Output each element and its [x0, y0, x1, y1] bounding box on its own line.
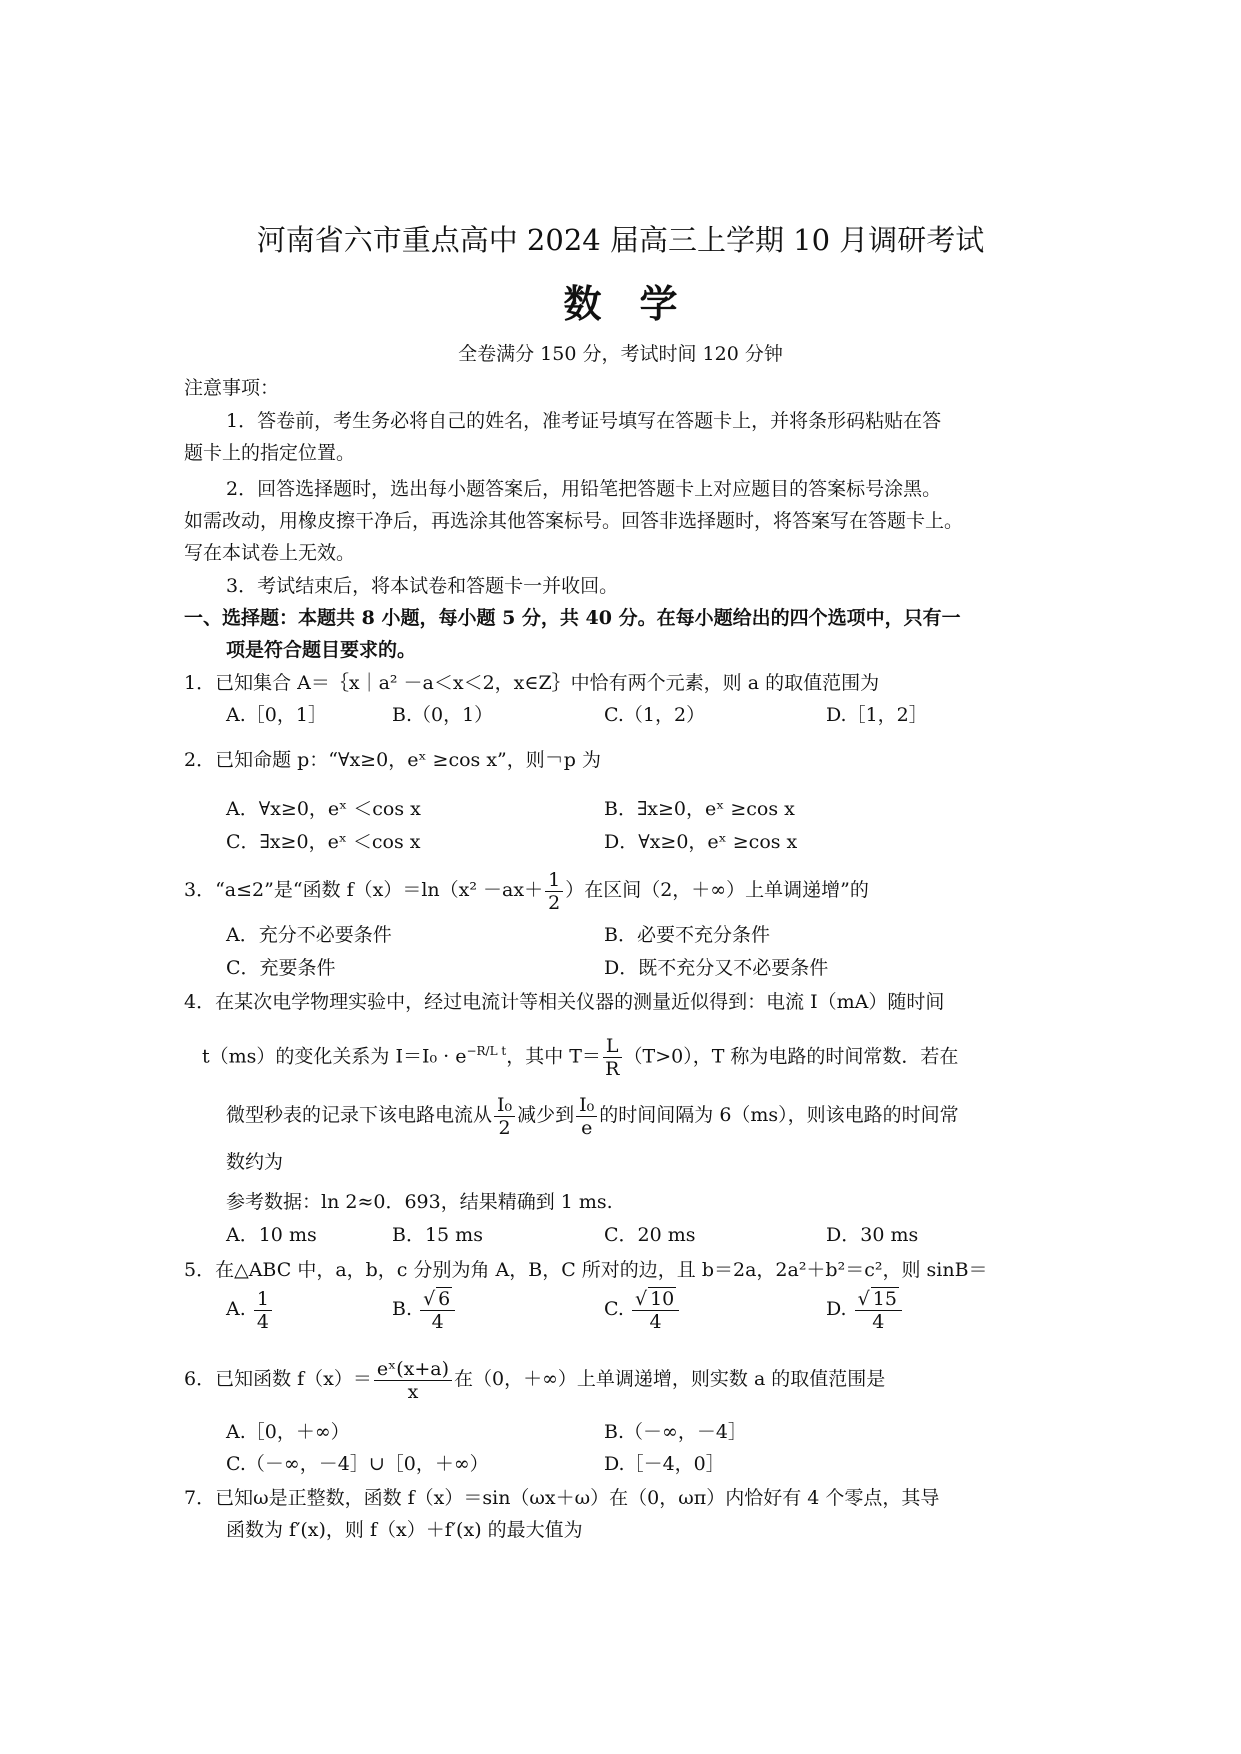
q5-b-num: 6	[438, 1288, 451, 1310]
q6-stem-post: 在（0，＋∞）上单调递增，则实数 a 的取值范围是	[453, 1368, 886, 1390]
q4-l3-frac2-num: I₀	[576, 1094, 597, 1117]
q4-l3-pre: 微型秒表的记录下该电路电流从	[226, 1104, 493, 1126]
question-7-line-2: 函数为 f′(x)，则 f（x）＋f′(x) 的最大值为	[226, 1519, 583, 1541]
question-6-stem	[184, 1354, 885, 1404]
question-1-stem: 1．已知集合 A＝｛x｜a² －a＜x＜2，x∈Z｝中恰有两个元素，则 a 的取值范围为	[184, 672, 880, 694]
q5-option-b	[392, 1284, 457, 1334]
q4-option-c: C．20 ms	[604, 1224, 696, 1246]
q3-frac-num: 1	[545, 869, 563, 892]
q5-a-num: 1	[254, 1288, 272, 1311]
q3-fraction	[545, 869, 563, 914]
q4-l3-fraction-2	[576, 1094, 597, 1139]
q6-option-a: A.［0，＋∞）	[226, 1421, 350, 1443]
q5-d-den: 4	[872, 1311, 885, 1333]
q5-b-num-wrap: √ 6	[420, 1287, 455, 1311]
q5-option-c-label: C.	[604, 1298, 624, 1320]
question-5-stem: 5．在△ABC 中，a，b，c 分别为角 A，B，C 所对的边，且 b＝2a，2a²＋b²＝c²，则 sinB＝	[184, 1259, 988, 1281]
q1-option-b: B.（0，1）	[392, 704, 494, 726]
q5-option-d-label: D.	[826, 1298, 847, 1320]
q5-option-c	[604, 1284, 681, 1334]
q4-l2-post: （T>0），T 称为电路的时间常数．若在	[623, 1045, 959, 1068]
question-2-stem: 2．已知命题 p：“∀x≥0，eˣ ≥cos x”，则￢p 为	[184, 749, 601, 771]
section-1-heading: 一、选择题：本题共 8 小题，每小题 5 分，共 40 分。在每小题给出的四个选项中，只有一	[184, 607, 961, 629]
q4-option-a: A．10 ms	[226, 1224, 317, 1246]
q4-l3-frac1-den: 2	[498, 1116, 511, 1139]
q4-l2-exponent: −R/L t	[466, 1044, 507, 1058]
q3-option-d: D．既不充分又不必要条件	[604, 957, 829, 979]
q5-a-den: 4	[256, 1310, 269, 1333]
q6-frac-den: x	[407, 1380, 419, 1403]
q4-l3-frac1-num: I₀	[494, 1094, 515, 1117]
q5-c-num: 10	[650, 1288, 675, 1310]
q1-option-d: D.［1，2］	[826, 704, 928, 726]
exam-info: 全卷满分 150 分，考试时间 120 分钟	[458, 343, 783, 365]
q5-option-a-label: A.	[226, 1298, 246, 1320]
q6-option-b: B.（－∞，－4］	[604, 1421, 747, 1443]
q2-option-d: D．∀x≥0，eˣ ≥cos x	[604, 831, 798, 853]
q1-option-a: A.［0，1］	[226, 704, 327, 726]
q4-l2-frac-den: R	[605, 1057, 620, 1080]
q3-frac-den: 2	[548, 891, 561, 914]
q4-option-d: D．30 ms	[826, 1224, 919, 1246]
q4-l2-pre: t（ms）的变化关系为 I＝I₀ · e	[202, 1045, 467, 1068]
note-2c: 写在本试卷上无效。	[184, 542, 356, 564]
q6-fraction	[374, 1358, 452, 1403]
q2-option-a: A．∀x≥0，eˣ ＜cos x	[226, 798, 421, 820]
q2-option-b: B．∃x≥0，eˣ ≥cos x	[604, 798, 795, 820]
q4-l3-post: 的时间间隔为 6（ms），则该电路的时间常	[599, 1104, 959, 1126]
q4-l2-fraction	[603, 1035, 622, 1080]
question-4-line-3	[226, 1090, 959, 1140]
q6-stem-pre: 6．已知函数 f（x）＝	[184, 1368, 372, 1390]
question-4-line-4: 数约为	[226, 1151, 284, 1173]
question-4-line-2	[202, 1026, 958, 1081]
q3-stem-pre: 3．“a≤2”是“函数 f（x）＝ln（x² －ax＋	[184, 879, 544, 901]
q3-stem-post: ）在区间（2，＋∞）上单调递增”的	[565, 879, 869, 901]
question-3-stem	[184, 866, 869, 914]
q5-option-c-fraction	[632, 1287, 679, 1333]
q3-option-c: C．充要条件	[226, 957, 336, 979]
q5-c-den: 4	[649, 1311, 662, 1333]
subject-title: 数学	[563, 281, 716, 326]
q4-l3-frac2-den: e	[581, 1116, 593, 1139]
section-1-heading-cont: 项是符合题目要求的。	[226, 639, 417, 661]
note-3: 3．考试结束后，将本试卷和答题卡一并收回。	[226, 575, 619, 597]
q5-b-den: 4	[431, 1311, 444, 1333]
q5-option-a-fraction	[254, 1288, 272, 1333]
q5-option-b-fraction	[420, 1287, 455, 1333]
notes-heading: 注意事项：	[184, 377, 280, 399]
q4-l3-fraction-1	[494, 1094, 515, 1139]
q3-option-a: A．充分不必要条件	[226, 924, 392, 946]
q5-c-num-wrap: √ 10	[632, 1287, 679, 1311]
question-4-line-1: 4．在某次电学物理实验中，经过电流计等相关仪器的测量近似得到：电流 I（mA）随时间	[184, 991, 945, 1013]
question-4-reference: 参考数据：ln 2≈0．693，结果精确到 1 ms.	[226, 1191, 613, 1213]
q6-frac-num: eˣ(x+a)	[374, 1358, 452, 1381]
q4-l2-mid: ，其中 T＝	[506, 1045, 601, 1068]
q4-l2-frac-num: L	[603, 1035, 622, 1058]
q5-d-num-wrap: √ 15	[855, 1287, 902, 1311]
exam-title: 河南省六市重点高中 2024 届高三上学期 10 月调研考试	[256, 223, 985, 257]
q6-option-c: C.（－∞，－4］∪［0，＋∞）	[226, 1453, 489, 1475]
q4-option-b: B．15 ms	[392, 1224, 483, 1246]
q4-l3-mid: 减少到	[517, 1104, 575, 1126]
q5-option-d-fraction	[855, 1287, 902, 1333]
note-2b: 如需改动，用橡皮擦干净后，再选涂其他答案标号。回答非选择题时，将答案写在答题卡上。	[184, 510, 964, 532]
q5-option-b-label: B.	[392, 1298, 413, 1320]
q2-option-c: C．∃x≥0，eˣ ＜cos x	[226, 831, 421, 853]
q5-option-a	[226, 1284, 274, 1334]
note-1a: 1．答卷前，考生务必将自己的姓名，准考证号填写在答题卡上，并将条形码粘贴在答	[226, 410, 942, 432]
question-7-line-1: 7．已知ω是正整数，函数 f（x）＝sin（ωx＋ω）在（0，ωπ）内恰好有 4 个零点，其导	[184, 1487, 940, 1509]
q5-d-num: 15	[872, 1288, 897, 1310]
note-2a: 2．回答选择题时，选出每小题答案后，用铅笔把答题卡上对应题目的答案标号涂黑。	[226, 478, 942, 500]
note-1b: 题卡上的指定位置。	[184, 442, 356, 464]
q1-option-c: C.（1，2）	[604, 704, 706, 726]
q6-option-d: D.［－4，0］	[604, 1453, 725, 1475]
q3-option-b: B．必要不充分条件	[604, 924, 770, 946]
q5-option-d	[826, 1284, 904, 1334]
